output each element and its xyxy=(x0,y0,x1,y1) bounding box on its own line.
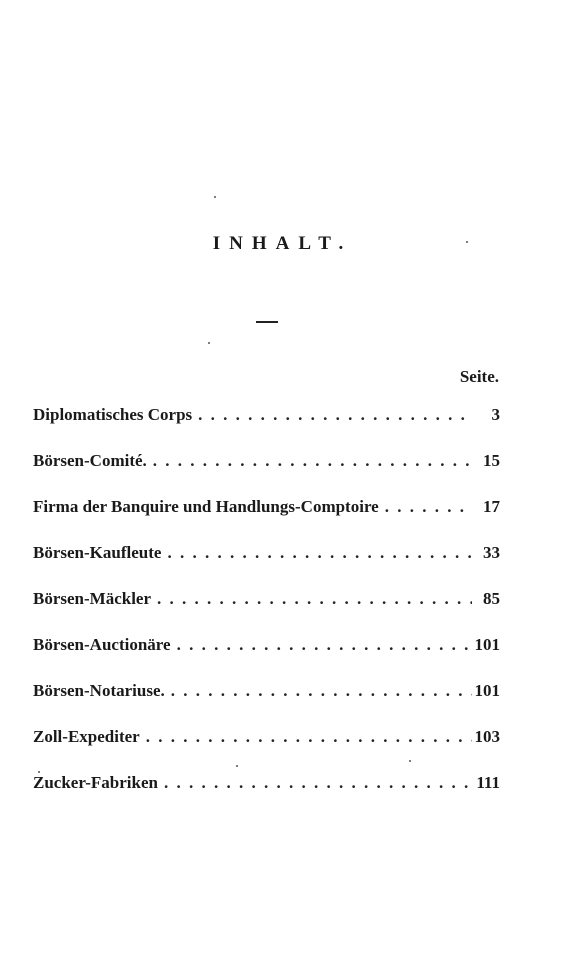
dot-leader xyxy=(379,497,472,517)
dot-leader xyxy=(192,405,472,425)
dot-leader xyxy=(171,635,472,655)
toc-entry-page: 111 xyxy=(476,773,500,792)
title-rule xyxy=(256,321,278,323)
toc-entry xyxy=(33,681,500,727)
toc-entry-title: Börsen-Mäckler xyxy=(33,589,152,608)
table-of-contents xyxy=(33,405,500,819)
paper-speck xyxy=(236,765,238,767)
paper-speck xyxy=(208,342,210,344)
toc-entry-page: 101 xyxy=(474,681,500,700)
dot-leader xyxy=(151,589,472,609)
paper-speck xyxy=(466,241,468,243)
toc-entry-title: Börsen-Notariuse. xyxy=(33,681,165,700)
paper-speck xyxy=(409,760,411,762)
dot-leader xyxy=(165,681,472,701)
toc-entry-title: Diplomatisches Corps xyxy=(33,405,193,424)
toc-entry-title: Börsen-Kaufleute xyxy=(33,543,162,562)
toc-entry-title: Börsen-Auctionäre xyxy=(33,635,171,654)
toc-entry-page: 15 xyxy=(483,451,500,470)
toc-entry xyxy=(33,451,500,497)
toc-entry-title: Börsen-Comité. xyxy=(33,451,147,470)
page-title: INHALT. xyxy=(212,233,353,254)
paper-speck xyxy=(38,771,40,773)
toc-entry xyxy=(33,405,500,451)
toc-entry-title: Zucker-Fabriken xyxy=(33,773,158,792)
dot-leader xyxy=(158,773,472,793)
toc-entry-page: 101 xyxy=(474,635,500,654)
toc-entry-page: 33 xyxy=(483,543,500,562)
toc-entry-page: 3 xyxy=(491,405,500,424)
page-column-label: Seite. xyxy=(459,367,499,386)
toc-entry xyxy=(33,635,500,681)
toc-entry-title: Zoll-Expediter xyxy=(33,727,140,746)
dot-leader xyxy=(140,727,472,747)
toc-entry-page: 85 xyxy=(483,589,500,608)
toc-entry xyxy=(33,543,500,589)
toc-entry xyxy=(33,727,500,773)
toc-entry-title: Firma der Banquire und Handlungs-Comptoire xyxy=(33,497,379,516)
dot-leader xyxy=(161,543,472,563)
dot-leader xyxy=(147,451,472,471)
paper-speck xyxy=(214,196,216,198)
toc-entry xyxy=(33,589,500,635)
toc-entry-page: 17 xyxy=(483,497,500,516)
toc-entry xyxy=(33,497,500,543)
toc-entry xyxy=(33,773,500,819)
toc-entry-page: 103 xyxy=(474,727,500,746)
